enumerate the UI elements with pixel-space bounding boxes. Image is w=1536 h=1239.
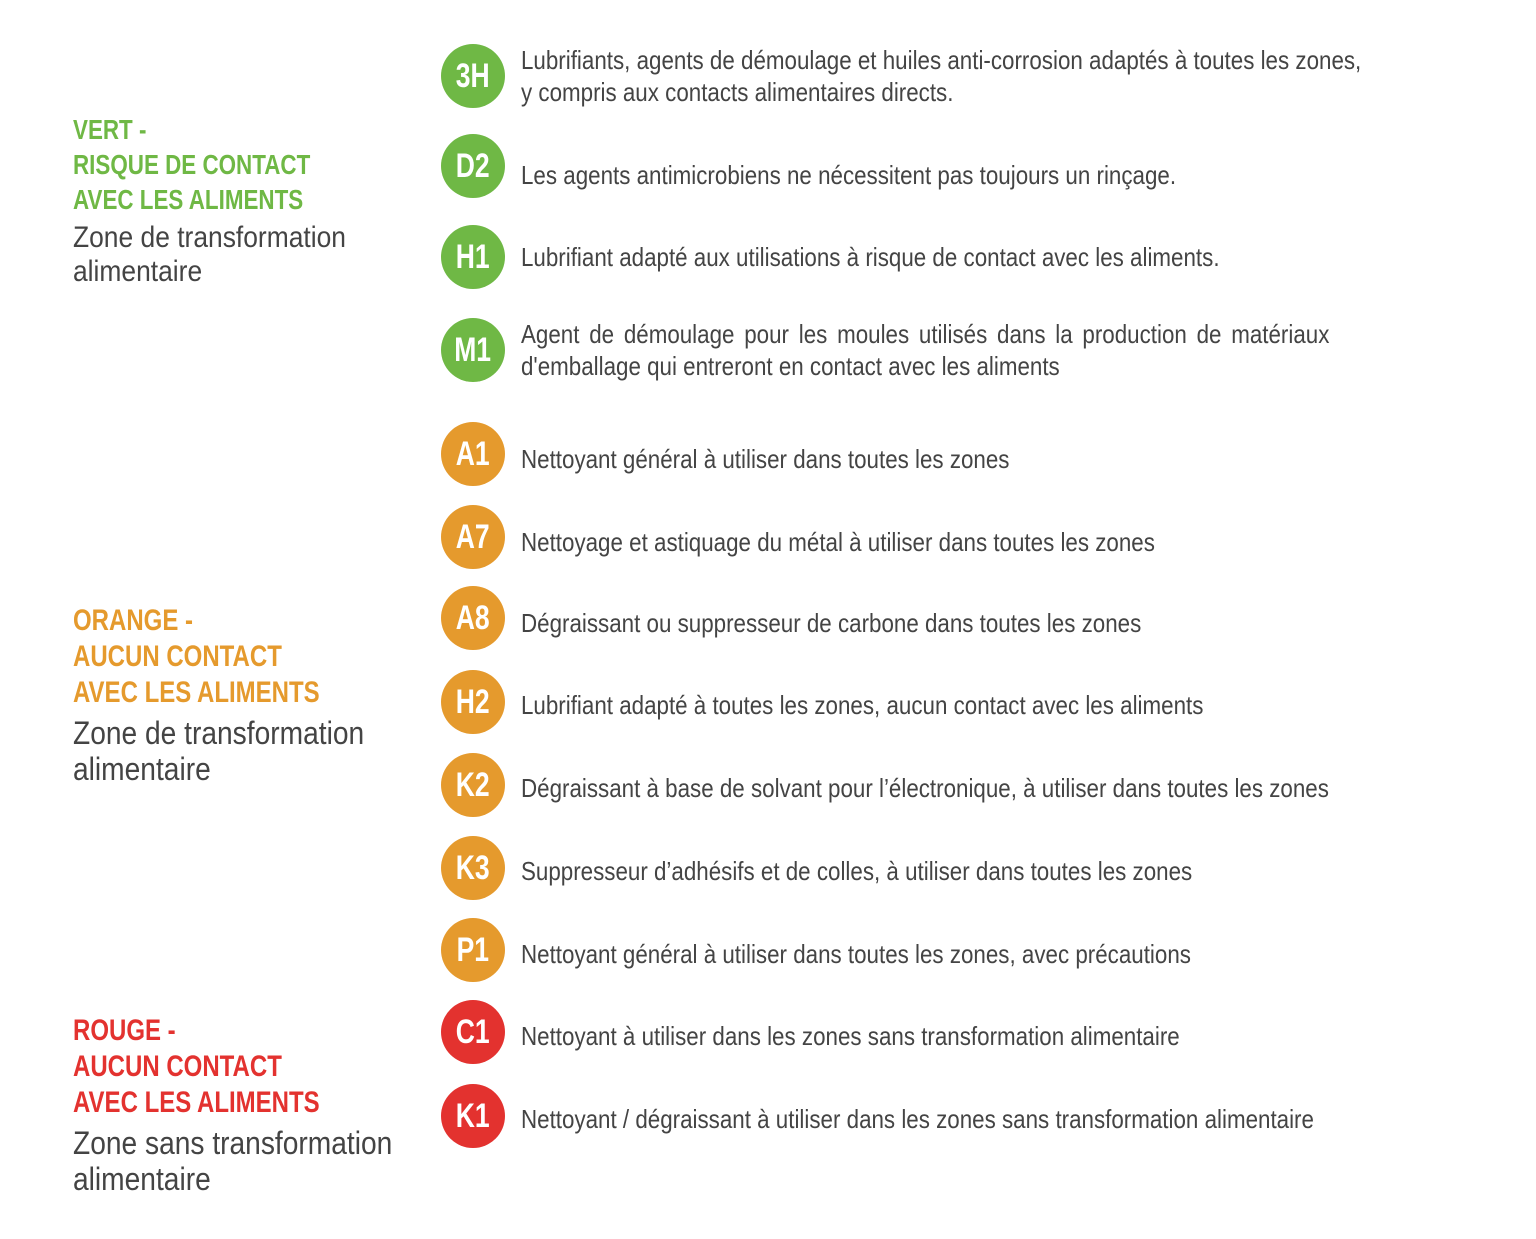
code-description: Nettoyant général à utiliser dans toutes les zones, avec précautions (521, 939, 1191, 969)
code-description: Nettoyant général à utiliser dans toutes les zones (521, 444, 1010, 474)
code-badge: M1 (441, 318, 505, 382)
zone-red-heading: ROUGE - AUCUN CONTACT AVEC LES ALIMENTS (73, 1014, 320, 1119)
code-row-3h (441, 44, 1476, 108)
zone-orange-heading: ORANGE - AUCUN CONTACT AVEC LES ALIMENTS (73, 604, 320, 709)
zone-orange (73, 603, 413, 787)
zone-red-subtitle: Zone sans transformation alimentaire (73, 1125, 393, 1197)
code-row-m1 (441, 318, 1476, 382)
code-badge: H2 (441, 670, 505, 734)
code-description: Lubrifiant adapté à toutes les zones, aucun contact avec les aliments (521, 690, 1204, 720)
code-row-p1 (441, 918, 1476, 982)
code-description: Nettoyant à utiliser dans les zones sans transformation alimentaire (521, 1021, 1180, 1051)
code-description: Dégraissant ou suppresseur de carbone dans toutes les zones (521, 608, 1142, 638)
code-row-a1 (441, 422, 1476, 486)
code-description: Suppresseur d’adhésifs et de colles, à utiliser dans toutes les zones (521, 856, 1193, 886)
code-description: Les agents antimicrobiens ne nécessitent pas toujours un rinçage. (521, 160, 1177, 190)
zone-red (73, 1013, 413, 1197)
code-description: Agent de démoulage pour les moules utilisés dans la production de matériaux d'emballage qui entreront en contact avec les aliments (521, 319, 1330, 381)
code-badge: A8 (441, 586, 505, 650)
zone-green-subtitle: Zone de transformation alimentaire (73, 221, 346, 288)
code-badge: 3H (441, 44, 505, 108)
code-description: Lubrifiant adapté aux utilisations à risque de contact avec les aliments. (521, 242, 1220, 272)
code-row-k1 (441, 1084, 1476, 1148)
code-description: Nettoyage et astiquage du métal à utiliser dans toutes les zones (521, 527, 1155, 557)
code-row-h1 (441, 225, 1476, 289)
code-badge: C1 (441, 1000, 505, 1064)
zone-green-heading: VERT - RISQUE DE CONTACT AVEC LES ALIMENTS (73, 114, 311, 215)
code-badge: K2 (441, 753, 505, 817)
zone-green (73, 112, 413, 289)
code-description: Nettoyant / dégraissant à utiliser dans les zones sans transformation alimentaire (521, 1104, 1314, 1134)
code-badge: K3 (441, 836, 505, 900)
code-badge: A1 (441, 422, 505, 486)
code-row-k3 (441, 836, 1476, 900)
code-badge: D2 (441, 134, 505, 198)
code-row-a8 (441, 586, 1476, 650)
code-badge: H1 (441, 225, 505, 289)
code-badge: A7 (441, 505, 505, 569)
code-row-a7 (441, 505, 1476, 569)
code-description: Lubrifiants, agents de démoulage et huiles anti-corrosion adaptés à toutes les zones, y compris aux contacts alimentaires directs. (521, 45, 1362, 107)
code-row-h2 (441, 670, 1476, 734)
code-badge: P1 (441, 918, 505, 982)
code-description: Dégraissant à base de solvant pour l’électronique, à utiliser dans toutes les zones (521, 773, 1329, 803)
code-badge: K1 (441, 1084, 505, 1148)
zone-orange-subtitle: Zone de transformation alimentaire (73, 715, 365, 787)
code-row-c1 (441, 1000, 1476, 1064)
code-row-d2 (441, 134, 1476, 198)
code-row-k2 (441, 753, 1476, 817)
